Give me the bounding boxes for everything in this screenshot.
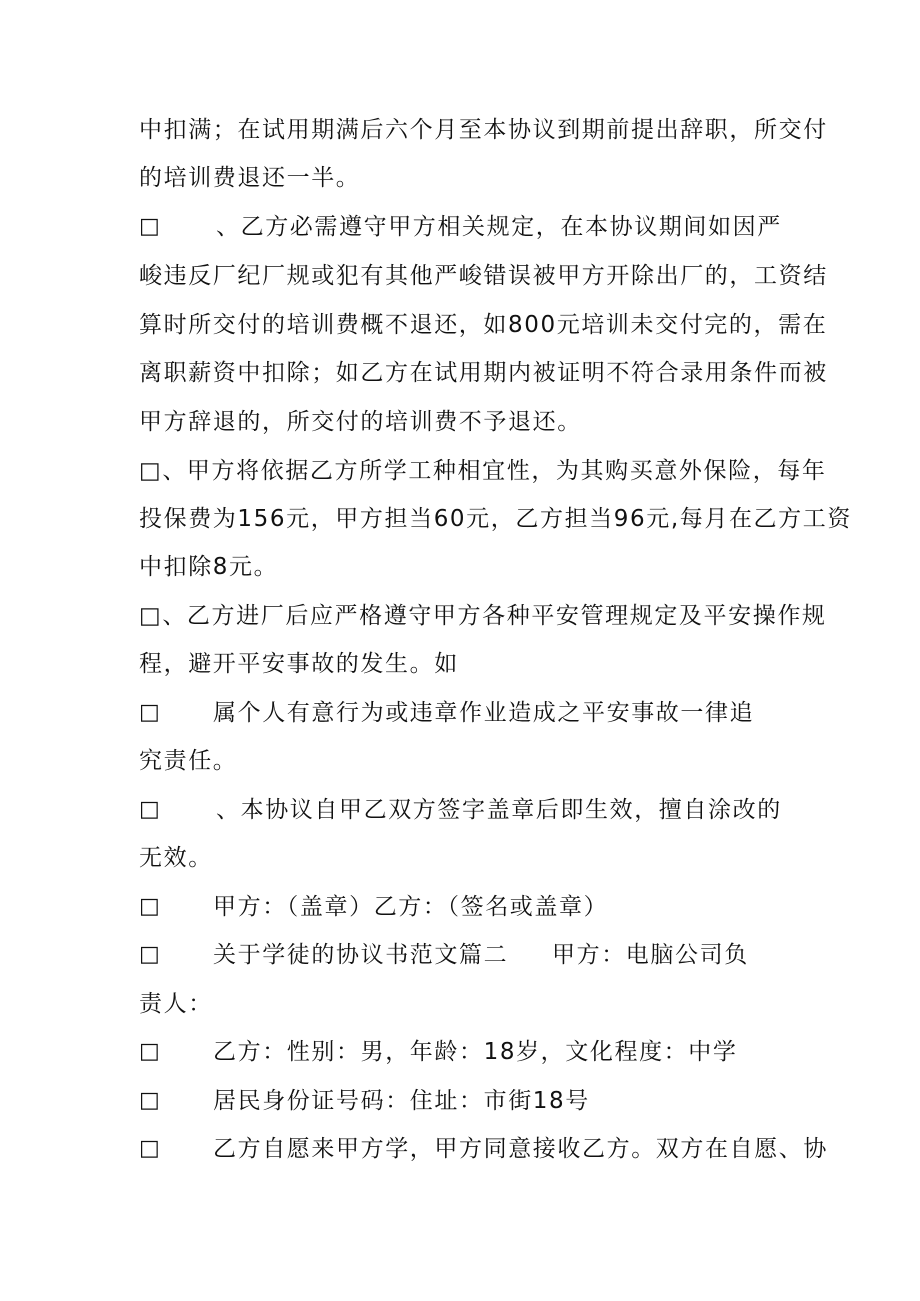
checkbox-glyph: □ [139,942,160,967]
section-heading: 关于学徒的协议书范文篇二 [213,942,509,968]
text-line: 无效。 [139,845,213,871]
text-line: 中扣满；在试用期满后六个月至本协议到期前提出辞职，所交付 [139,117,828,143]
checkbox-glyph: □ [139,1136,160,1161]
text-line: 峻违反厂纪厂规或犯有其他严峻错误被甲方开除出厂的，工资结 [139,263,828,289]
text-line: 乙方自愿来甲方学，甲方同意接收乙方。双方在自愿、协 [213,1136,828,1162]
checkbox-glyph: □ [139,700,160,725]
text-line: 投保费为156元，甲方担当60元，乙方担当96元,每月在乙方工资 [139,506,852,532]
checkbox-glyph: □ [139,894,160,919]
text-line: 中扣除8元。 [139,554,279,580]
text-line: 属个人有意行为或违章作业造成之平安事故一律追 [213,700,755,726]
checkbox-glyph: □ [139,1039,160,1064]
text-line: 究责任。 [139,748,238,774]
text-line: 算时所交付的培训费概不退还，如800元培训未交付完的，需在 [139,312,828,338]
text-line: □、甲方将依据乙方所学工种相宜性，为其购买意外保险，每年 [139,458,827,484]
text-line: □、乙方进厂后应严格遵守甲方各种平安管理规定及平安操作规 [139,603,827,629]
checkbox-glyph: □ [139,1088,160,1113]
text-line: 乙方：性别：男，年龄：18岁，文化程度：中学 [213,1039,738,1065]
text-line: 居民身份证号码：住址：市街18号 [213,1088,590,1114]
text-line: 离职薪资中扣除；如乙方在试用期内被证明不符合录用条件而被 [139,360,828,386]
text-line: 、乙方必需遵守甲方相关规定，在本协议期间如因严 [216,214,782,240]
text-line: 甲方：（盖章）乙方：（签名或盖章） [213,894,609,920]
text-line: 甲方：电脑公司负 [552,942,749,968]
text-line: 程，避开平安事故的发生。如 [139,651,459,677]
text-line: 、本协议自甲乙双方签字盖章后即生效，擅自涂改的 [216,797,782,823]
text-line: 甲方辞退的，所交付的培训费不予退还。 [139,409,582,435]
text-line: 的培训费退还一半。 [139,165,361,191]
text-line: 责人： [139,991,213,1017]
checkbox-glyph: □ [139,797,160,822]
checkbox-glyph: □ [139,214,160,239]
